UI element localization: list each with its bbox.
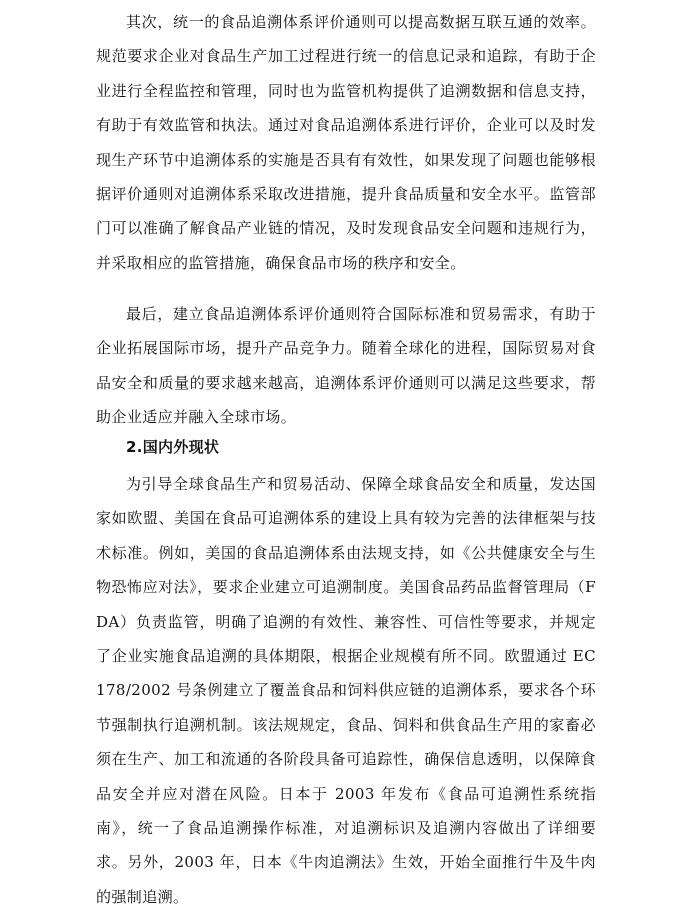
- body-paragraph: 最后，建立食品追溯体系评价通则符合国际标准和贸易需求，有助于企业拓展国际市场，提升产品竞争力。随着全球化的进程，国际贸易对食品安全和质量的要求越来越高，追溯体系评价通则可以满足这些要求，帮助企业适应并融入全球市场。: [96, 305, 596, 427]
- body-paragraph: 其次，统一的食品追溯体系评价通则可以提高数据互联互通的效率。规范要求企业对食品生产加工过程进行统一的信息记录和追踪，有助于企业进行全程监控和管理，同时也为监管机构提供了追溯数据和信息支持，有助于有效监管和执法。通过对食品追溯体系进行评价，企业可以及时发现生产环节中追溯体系的实施是否具有有效性，如果发现了问题也能够根据评价通则对追溯体系采取改进措施，提升食品质量和安全水平。监管部门可以准确了解食品产业链的情况，及时发现食品安全问题和违规行为，并采取相应的监管措施，确保食品市场的秩序和安全。: [96, 13, 596, 272]
- body-paragraph: 为引导全球食品生产和贸易活动、保障全球食品安全和质量，发达国家如欧盟、美国在食品可追溯体系的建设上具有较为完善的法律框架与技术标准。例如，美国的食品追溯体系由法规支持，如《公共健康安全与生物恐怖应对法》，要求企业建立可追溯制度。美国食品药品监督管理局（FDA）负责监管，明确了追溯的有效性、兼容性、可信性等要求，并规定了企业实施食品追溯的具体期限，根据企业规模有所不同。欧盟通过 EC 178/2002 号条例建立了覆盖食品和饲料供应链的追溯体系，要求各个环节强制执行追溯机制。该法规规定，食品、饲料和供食品生产用的家畜必须在生产、加工和流通的各阶段具备可追踪性，确保信息透明，以保障食品安全并应对潜在风险。日本于 2003 年发布《食品可追溯性系统指南》，统一了食品追溯操作标准，对追溯标识及追溯内容做出了详细要求。另外，2003 年，日本《牛肉追溯法》生效，开始全面推行牛及牛肉的强制追溯。: [96, 475, 596, 906]
- section-heading: 2.国内外现状: [126, 438, 220, 456]
